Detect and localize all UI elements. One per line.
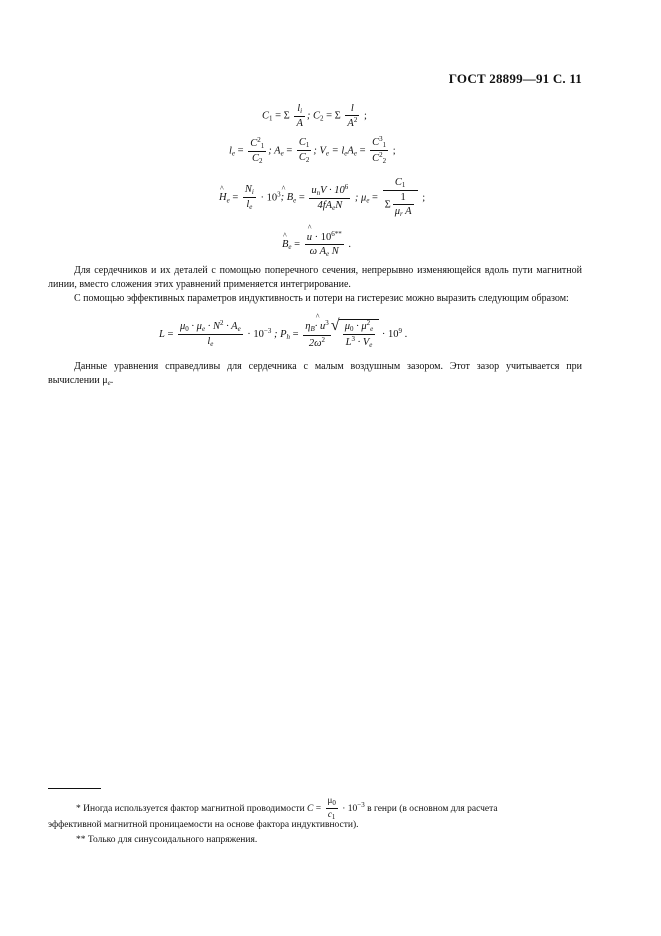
footnote-1: * Иногда используется фактор магнитной проводимости C = $\frac{\mu_0}{c_1}$ · $10^{-3}$ в генри (в основном для расчета [76, 795, 498, 822]
formula-he-be-mu: ^ $H_e$ = $\frac{N_i}{l_e}$ · $10^3\^{}$ ; $B_e$ = $\frac{u_nV \cdot 10^6}{4fA_eN}$ ; $\mu_e$ = $C_1$ Σ $\frac{1}{\mu_r A}$ ; [219, 177, 425, 219]
footnote-2: ** Только для синусоидального напряжения. [76, 835, 258, 845]
paragraph-effective-params: С помощью эффективных параметров индуктивность и потери на гистерезис можно выразить следующим образом: [74, 293, 569, 304]
footnote-separator [48, 788, 101, 789]
formula-l-ph: L = $\frac{\mu_0 \cdot \mu_e \cdot N^2 \cdot A_e}{l_e}$ · $10^{-3}$ ; $P_h$ = $\frac{\eta_B\^{} \cdot u^3}{2\omega^2}$ √ $\frac{\mu_0 \cdot \mu^2_e}{L^3 \cdot V_e}$ · $10^9$ . [159, 319, 407, 350]
formula-c1-c2: $C_1 = \Sigma$ $\frac{l_i}{A}$ ; $C_2 = \Sigma$ $\frac{l}{A^2}$ ; [262, 103, 367, 130]
page-header: ГОСТ 28899—91 С. 11 [448, 71, 582, 86]
formula-le-ae-ve: $l_e$ = $\frac{C^2_1}{C_2}$ ; $A_e$ = $\frac{C_1}{C_2}$ ; $V_e = l_eA_e$ = $\frac{C^3_1}{C^2_2}$ ; [229, 135, 396, 166]
paragraph-integration: Для сердечников и их деталей с помощью поперечного сечения, непрерывно изменяющейся вдоль пути магнитной линии, вместо сложения этих уравнений применяется интегрирование. [48, 265, 582, 290]
formula-be-sinusoidal: ^ $B_e$ = ^ $\frac{u \cdot 10^{6**}}{\omega A_e N}$ . [282, 231, 351, 258]
paragraph-air-gap: Данные уравнения справедливы для сердечника с малым воздушным зазором. Этот зазор учитывается при вычислении $\mu_e$. [48, 361, 582, 387]
footnote-1-line2: эффективной магнитной проницаемости на основе фактора индуктивности). [48, 820, 359, 830]
